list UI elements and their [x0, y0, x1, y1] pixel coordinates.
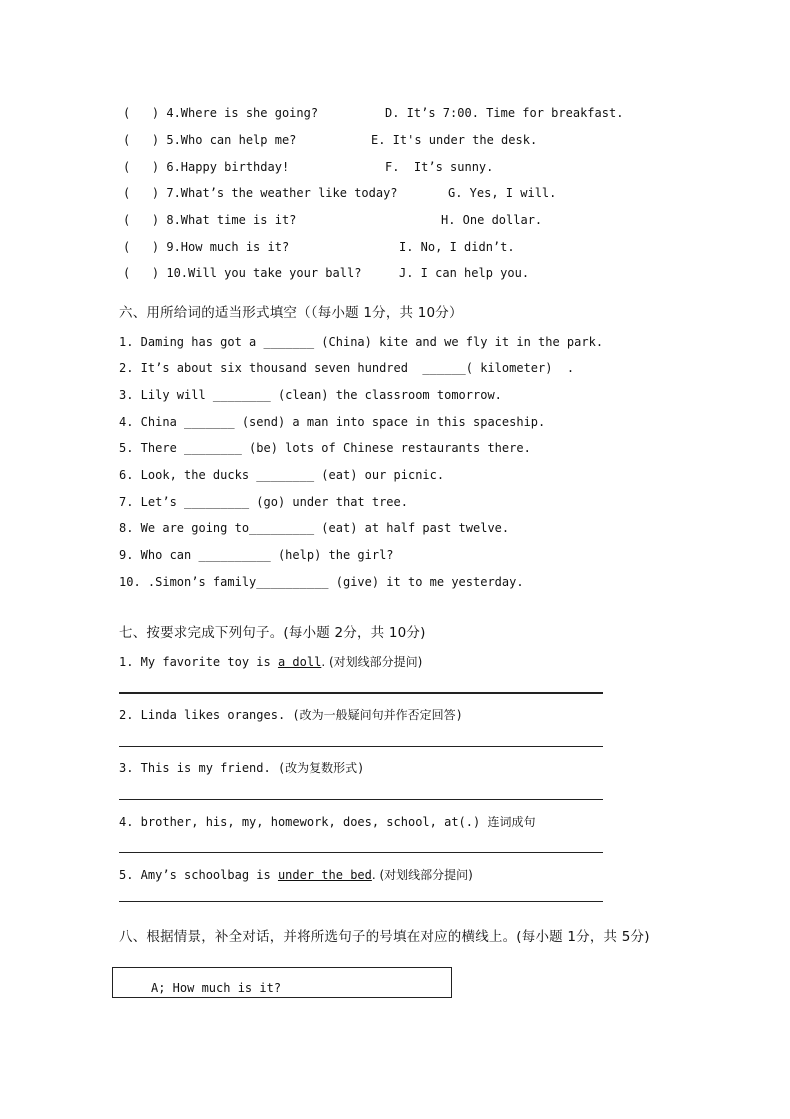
match-right-h: H. One dollar.	[441, 213, 543, 227]
match-right-g: G. Yes, I will.	[448, 186, 557, 200]
answer-line-1	[119, 692, 603, 694]
rewrite-q5-text: 5. Amy’s schoolbag is	[119, 868, 278, 882]
answer-line-2	[119, 746, 603, 747]
fill-item-8: 8. We are going to_________ (eat) at half past twelve.	[119, 521, 510, 535]
rewrite-q2: 2. Linda likes oranges. (改为一般疑问句并作否定回答)	[119, 708, 463, 722]
fill-item-3: 3. Lily will ________ (clean) the classroom tomorrow.	[119, 388, 502, 402]
rewrite-q1-instruction: . (对划线部分提问)	[321, 655, 423, 669]
rewrite-q1	[119, 654, 422, 670]
match-left-5: ( ) 5.Who can help me?	[123, 133, 297, 147]
rewrite-q1-underlined: a doll	[277, 655, 322, 669]
fill-item-4: 4. China _______ (send) a man into space in this spaceship.	[119, 415, 546, 429]
rewrite-q5	[119, 867, 473, 883]
answer-line-3	[119, 799, 603, 800]
match-left-10: ( ) 10.Will you take your ball?	[123, 266, 362, 280]
rewrite-q1-text: 1. My favorite toy is	[119, 655, 278, 669]
match-right-f: F. It’s sunny.	[385, 160, 494, 174]
match-right-j: J. I can help you.	[399, 266, 530, 280]
match-left-4: ( ) 4.Where is she going?	[123, 106, 319, 120]
fill-item-10: 10. .Simon’s family__________ (give) it to me yesterday.	[119, 575, 524, 589]
section8-title: 八、根据情景，补全对话，并将所选句子的号填在对应的横线上。(每小题 1分，共 5分)	[119, 929, 650, 945]
match-right-e: E. It's under the desk.	[371, 133, 538, 147]
fill-item-9: 9. Who can __________ (help) the girl?	[119, 548, 394, 562]
fill-item-6: 6. Look, the ducks ________ (eat) our picnic.	[119, 468, 445, 482]
match-left-9: ( ) 9.How much is it?	[123, 240, 290, 254]
fill-item-1: 1. Daming has got a _______ (China) kite and we fly it in the park.	[119, 335, 604, 349]
match-right-i: I. No, I didn’t.	[399, 240, 515, 254]
fill-item-5: 5. There ________ (be) lots of Chinese restaurants there.	[119, 441, 531, 455]
dialogue-options-box	[112, 967, 452, 998]
answer-line-5	[119, 901, 603, 902]
rewrite-q3: 3. This is my friend. (改为复数形式)	[119, 761, 365, 775]
rewrite-q4: 4. brother, his, my, homework, does, school, at(.) 连词成句	[119, 815, 536, 829]
match-left-6: ( ) 6.Happy birthday!	[123, 160, 290, 174]
match-left-7: ( ) 7.What’s the weather like today?	[123, 186, 398, 200]
match-left-8: ( ) 8.What time is it?	[123, 213, 297, 227]
dialogue-option-a: A; How much is it?	[151, 981, 282, 995]
match-right-d: D. It’s 7:00. Time for breakfast.	[385, 106, 624, 120]
fill-item-2: 2. It’s about six thousand seven hundred ______( kilometer) .	[119, 361, 575, 375]
section7-title: 七、按要求完成下列句子。(每小题 2分，共 10分)	[119, 625, 426, 641]
rewrite-q5-instruction: . (对划线部分提问)	[371, 868, 473, 882]
section6-title: 六、用所给词的适当形式填空（（每小题 1分，共 10分）	[119, 305, 463, 321]
fill-item-7: 7. Let’s _________ (go) under that tree.	[119, 495, 408, 509]
answer-line-4	[119, 852, 603, 853]
rewrite-q5-underlined: under the bed	[277, 868, 372, 882]
